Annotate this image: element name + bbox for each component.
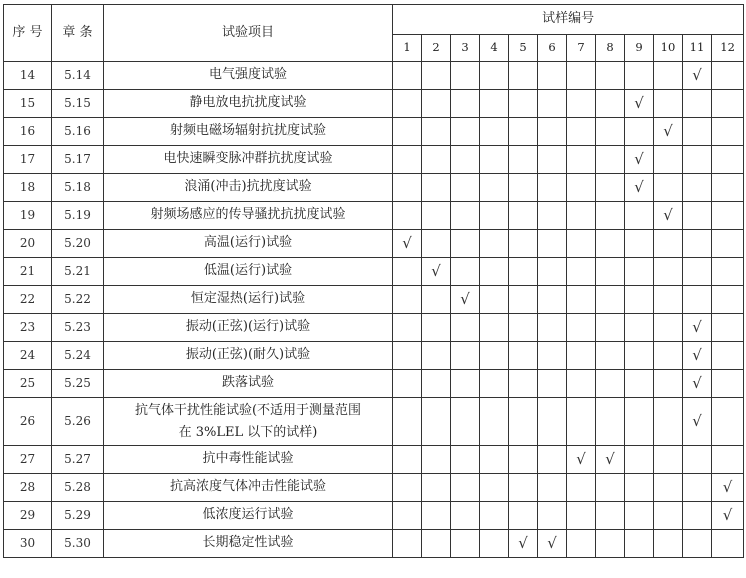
sample-cell (567, 474, 596, 502)
sample-cell (480, 174, 509, 202)
clause-cell: 5.22 (52, 286, 104, 314)
seq-cell: 15 (4, 90, 52, 118)
sample-cell (625, 202, 654, 230)
sample-cell (567, 398, 596, 446)
sample-cell (509, 202, 538, 230)
clause-cell: 5.23 (52, 314, 104, 342)
test-item-cell: 抗高浓度气体冲击性能试验 (104, 474, 393, 502)
test-sample-table (3, 4, 744, 558)
sample-cell (451, 230, 480, 258)
sample-cell (538, 342, 567, 370)
sample-cell (509, 90, 538, 118)
sample-cell (480, 446, 509, 474)
seq-cell: 14 (4, 62, 52, 90)
sample-cell (567, 146, 596, 174)
sample-cell (422, 62, 451, 90)
sample-cell (393, 314, 422, 342)
sample-cell (480, 230, 509, 258)
sample-cell (625, 446, 654, 474)
table-row (4, 314, 744, 342)
sample-cell (625, 118, 654, 146)
sample-cell (538, 258, 567, 286)
sample-cell (712, 174, 744, 202)
sample-cell (509, 474, 538, 502)
check-mark-icon: √ (567, 446, 596, 474)
sample-cell (683, 202, 712, 230)
sample-cell (654, 258, 683, 286)
sample-cell (451, 90, 480, 118)
sample-cell (480, 370, 509, 398)
seq-cell: 24 (4, 342, 52, 370)
sample-cell (625, 258, 654, 286)
check-mark-icon: √ (654, 202, 683, 230)
sample-cell (509, 230, 538, 258)
table-row (4, 342, 744, 370)
sample-cell (480, 502, 509, 530)
sample-cell (451, 446, 480, 474)
sample-cell (625, 230, 654, 258)
sample-cell (567, 286, 596, 314)
seq-cell: 26 (4, 398, 52, 446)
sample-cell (596, 286, 625, 314)
test-item-line: 抗气体干扰性能试验(不适用于测量范围 (134, 402, 362, 418)
sample-cell (625, 502, 654, 530)
clause-cell: 5.17 (52, 146, 104, 174)
sample-cell (509, 342, 538, 370)
sample-cell (538, 502, 567, 530)
sample-number-header: 6 (538, 35, 567, 62)
sample-cell (683, 118, 712, 146)
sample-cell (567, 230, 596, 258)
sample-number-header: 7 (567, 35, 596, 62)
sample-cell (567, 530, 596, 558)
clause-cell: 5.29 (52, 502, 104, 530)
sample-cell (625, 530, 654, 558)
test-item-cell: 射频电磁场辐射抗扰度试验 (104, 118, 393, 146)
sample-cell (596, 530, 625, 558)
sample-cell (480, 342, 509, 370)
sample-cell (480, 398, 509, 446)
seq-cell: 17 (4, 146, 52, 174)
sample-cell (538, 90, 567, 118)
seq-cell: 27 (4, 446, 52, 474)
sample-cell (712, 90, 744, 118)
sample-cell (683, 90, 712, 118)
clause-cell: 5.25 (52, 370, 104, 398)
sample-cell (422, 90, 451, 118)
sample-cell (538, 286, 567, 314)
sample-cell (480, 118, 509, 146)
sample-cell (596, 118, 625, 146)
sample-cell (596, 90, 625, 118)
sample-cell (422, 314, 451, 342)
table-row (4, 398, 744, 446)
sample-cell (596, 62, 625, 90)
seq-cell: 25 (4, 370, 52, 398)
sample-cell (538, 230, 567, 258)
seq-cell: 22 (4, 286, 52, 314)
sample-cell (538, 446, 567, 474)
sample-cell (393, 286, 422, 314)
sample-cell (567, 90, 596, 118)
sample-cell (712, 446, 744, 474)
sample-cell (393, 62, 422, 90)
sample-number-header: 2 (422, 35, 451, 62)
sample-cell (712, 314, 744, 342)
sample-cell (480, 286, 509, 314)
sample-cell (712, 146, 744, 174)
test-item-cell: 低温(运行)试验 (104, 258, 393, 286)
sample-cell (712, 258, 744, 286)
sample-cell (596, 146, 625, 174)
sample-cell (654, 286, 683, 314)
sample-cell (509, 118, 538, 146)
sample-cell (480, 202, 509, 230)
sample-cell (538, 62, 567, 90)
sample-cell (596, 398, 625, 446)
table-row (4, 446, 744, 474)
sample-number-header: 11 (683, 35, 712, 62)
sample-cell (393, 118, 422, 146)
sample-cell (393, 90, 422, 118)
check-mark-icon: √ (625, 174, 654, 202)
sample-cell (625, 314, 654, 342)
test-item-cell: 振动(正弦)(耐久)试验 (104, 342, 393, 370)
test-item-cell: 低浓度运行试验 (104, 502, 393, 530)
sample-cell (538, 398, 567, 446)
seq-cell: 28 (4, 474, 52, 502)
sample-number-header: 3 (451, 35, 480, 62)
check-mark-icon: √ (683, 314, 712, 342)
seq-header: 序 号 (4, 5, 52, 62)
sample-cell (712, 62, 744, 90)
sample-cell (683, 230, 712, 258)
sample-cell (393, 370, 422, 398)
sample-cell (683, 530, 712, 558)
sample-cell (393, 474, 422, 502)
sample-cell (654, 62, 683, 90)
sample-cell (451, 258, 480, 286)
sample-cell (393, 146, 422, 174)
sample-cell (422, 370, 451, 398)
sample-cell (683, 146, 712, 174)
test-item-cell: 电快速瞬变脉冲群抗扰度试验 (104, 146, 393, 174)
sample-cell (538, 118, 567, 146)
sample-cell (654, 90, 683, 118)
sample-cell (596, 202, 625, 230)
sample-cell (451, 342, 480, 370)
sample-cell (654, 530, 683, 558)
test-item-cell: 长期稳定性试验 (104, 530, 393, 558)
sample-cell (712, 342, 744, 370)
clause-cell: 5.27 (52, 446, 104, 474)
sample-cell (451, 474, 480, 502)
seq-cell: 16 (4, 118, 52, 146)
sample-cell (654, 502, 683, 530)
table-row (4, 230, 744, 258)
sample-cell (422, 474, 451, 502)
sample-cell (567, 258, 596, 286)
item-header: 试验项目 (104, 5, 393, 62)
sample-cell (422, 446, 451, 474)
sample-cell (625, 342, 654, 370)
sample-cell (509, 446, 538, 474)
sample-cell (538, 146, 567, 174)
sample-cell (683, 258, 712, 286)
table-header (4, 5, 744, 62)
table-body (4, 62, 744, 558)
check-mark-icon: √ (683, 342, 712, 370)
sample-cell (538, 202, 567, 230)
sample-cell (480, 258, 509, 286)
table-row (4, 474, 744, 502)
table-row (4, 286, 744, 314)
sample-cell (422, 202, 451, 230)
seq-cell: 19 (4, 202, 52, 230)
sample-cell (654, 174, 683, 202)
clause-cell: 5.14 (52, 62, 104, 90)
sample-cell (393, 174, 422, 202)
check-mark-icon: √ (683, 62, 712, 90)
sample-cell (422, 146, 451, 174)
sample-cell (596, 174, 625, 202)
table-row (4, 202, 744, 230)
check-mark-icon: √ (422, 258, 451, 286)
table-row (4, 146, 744, 174)
sample-cell (422, 230, 451, 258)
sample-cell (451, 118, 480, 146)
sample-cell (509, 314, 538, 342)
sample-cell (509, 174, 538, 202)
sample-cell (509, 286, 538, 314)
sample-cell (509, 398, 538, 446)
sample-cell (596, 502, 625, 530)
test-item-cell: 射频场感应的传导骚扰抗扰度试验 (104, 202, 393, 230)
sample-cell (422, 342, 451, 370)
sample-cell (393, 398, 422, 446)
clause-cell: 5.21 (52, 258, 104, 286)
sample-cell (596, 258, 625, 286)
clause-cell: 5.18 (52, 174, 104, 202)
sample-cell (509, 146, 538, 174)
test-item-cell: 抗中毒性能试验 (104, 446, 393, 474)
sample-cell (712, 398, 744, 446)
seq-cell: 18 (4, 174, 52, 202)
sample-number-header: 8 (596, 35, 625, 62)
sample-cell (509, 502, 538, 530)
sample-cell (683, 446, 712, 474)
check-mark-icon: √ (683, 370, 712, 398)
check-mark-icon: √ (654, 118, 683, 146)
check-mark-icon: √ (509, 530, 538, 558)
sample-cell (480, 474, 509, 502)
clause-cell: 5.24 (52, 342, 104, 370)
sample-cell (712, 230, 744, 258)
sample-cell (538, 174, 567, 202)
samples-header: 试样编号 (393, 5, 744, 35)
sample-cell (683, 502, 712, 530)
seq-cell: 23 (4, 314, 52, 342)
check-mark-icon: √ (625, 90, 654, 118)
sample-cell (451, 530, 480, 558)
test-item-cell: 浪涌(冲击)抗扰度试验 (104, 174, 393, 202)
sample-number-header: 1 (393, 35, 422, 62)
test-item-cell: 跌落试验 (104, 370, 393, 398)
sample-cell (451, 398, 480, 446)
check-mark-icon: √ (712, 474, 744, 502)
clause-cell: 5.15 (52, 90, 104, 118)
seq-cell: 29 (4, 502, 52, 530)
sample-cell (422, 286, 451, 314)
sample-cell (625, 398, 654, 446)
sample-cell (654, 314, 683, 342)
sample-cell (422, 398, 451, 446)
table-row (4, 62, 744, 90)
sample-cell (596, 314, 625, 342)
sample-number-header: 5 (509, 35, 538, 62)
check-mark-icon: √ (451, 286, 480, 314)
check-mark-icon: √ (625, 146, 654, 174)
sample-cell (654, 370, 683, 398)
sample-cell (451, 502, 480, 530)
sample-cell (567, 202, 596, 230)
sample-cell (480, 530, 509, 558)
check-mark-icon: √ (683, 398, 712, 446)
sample-cell (596, 230, 625, 258)
sample-cell (596, 474, 625, 502)
table-row (4, 370, 744, 398)
sample-cell (683, 474, 712, 502)
sample-cell (567, 118, 596, 146)
sample-cell (712, 370, 744, 398)
sample-cell (451, 314, 480, 342)
clause-header: 章 条 (52, 5, 104, 62)
clause-cell: 5.28 (52, 474, 104, 502)
test-item-cell (104, 398, 393, 446)
sample-cell (451, 62, 480, 90)
test-item-cell: 电气强度试验 (104, 62, 393, 90)
sample-cell (393, 342, 422, 370)
table-row (4, 530, 744, 558)
sample-cell (567, 314, 596, 342)
sample-cell (625, 286, 654, 314)
sample-cell (480, 90, 509, 118)
sample-cell (538, 370, 567, 398)
sample-number-header: 12 (712, 35, 744, 62)
sample-cell (451, 146, 480, 174)
sample-cell (654, 398, 683, 446)
seq-cell: 21 (4, 258, 52, 286)
sample-cell (509, 370, 538, 398)
test-item-line: 在 3%LEL 以下的试样) (178, 424, 318, 440)
sample-cell (393, 502, 422, 530)
sample-cell (509, 62, 538, 90)
sample-cell (451, 174, 480, 202)
sample-cell (712, 286, 744, 314)
sample-cell (422, 502, 451, 530)
sample-cell (712, 118, 744, 146)
sample-cell (422, 118, 451, 146)
check-mark-icon: √ (712, 502, 744, 530)
sample-cell (422, 174, 451, 202)
test-item-cell: 振动(正弦)(运行)试验 (104, 314, 393, 342)
sample-cell (422, 530, 451, 558)
sample-cell (596, 370, 625, 398)
clause-cell: 5.19 (52, 202, 104, 230)
check-mark-icon: √ (393, 230, 422, 258)
sample-cell (712, 202, 744, 230)
sample-cell (393, 202, 422, 230)
sample-cell (567, 342, 596, 370)
sample-cell (538, 314, 567, 342)
sample-cell (683, 286, 712, 314)
clause-cell: 5.20 (52, 230, 104, 258)
sample-cell (538, 474, 567, 502)
table-row (4, 174, 744, 202)
sample-cell (567, 370, 596, 398)
sample-cell (596, 342, 625, 370)
check-mark-icon: √ (596, 446, 625, 474)
sample-cell (683, 174, 712, 202)
table-row (4, 258, 744, 286)
sample-cell (509, 258, 538, 286)
test-item-cell: 高温(运行)试验 (104, 230, 393, 258)
test-item-cell: 恒定湿热(运行)试验 (104, 286, 393, 314)
test-item-cell: 静电放电抗扰度试验 (104, 90, 393, 118)
sample-cell (654, 230, 683, 258)
sample-cell (451, 202, 480, 230)
sample-cell (625, 370, 654, 398)
table-row (4, 502, 744, 530)
sample-cell (567, 62, 596, 90)
sample-cell (712, 530, 744, 558)
sample-cell (480, 62, 509, 90)
seq-cell: 20 (4, 230, 52, 258)
sample-number-header: 10 (654, 35, 683, 62)
sample-cell (480, 314, 509, 342)
sample-cell (393, 530, 422, 558)
table-row (4, 90, 744, 118)
sample-number-header: 9 (625, 35, 654, 62)
sample-cell (393, 258, 422, 286)
sample-number-header: 4 (480, 35, 509, 62)
sample-cell (625, 474, 654, 502)
table-row (4, 118, 744, 146)
sample-cell (567, 502, 596, 530)
sample-cell (654, 342, 683, 370)
sample-cell (393, 446, 422, 474)
sample-cell (480, 146, 509, 174)
check-mark-icon: √ (538, 530, 567, 558)
sample-cell (567, 174, 596, 202)
sample-cell (654, 146, 683, 174)
sample-cell (654, 474, 683, 502)
sample-cell (654, 446, 683, 474)
seq-cell: 30 (4, 530, 52, 558)
sample-cell (625, 62, 654, 90)
sample-cell (451, 370, 480, 398)
clause-cell: 5.26 (52, 398, 104, 446)
clause-cell: 5.30 (52, 530, 104, 558)
clause-cell: 5.16 (52, 118, 104, 146)
